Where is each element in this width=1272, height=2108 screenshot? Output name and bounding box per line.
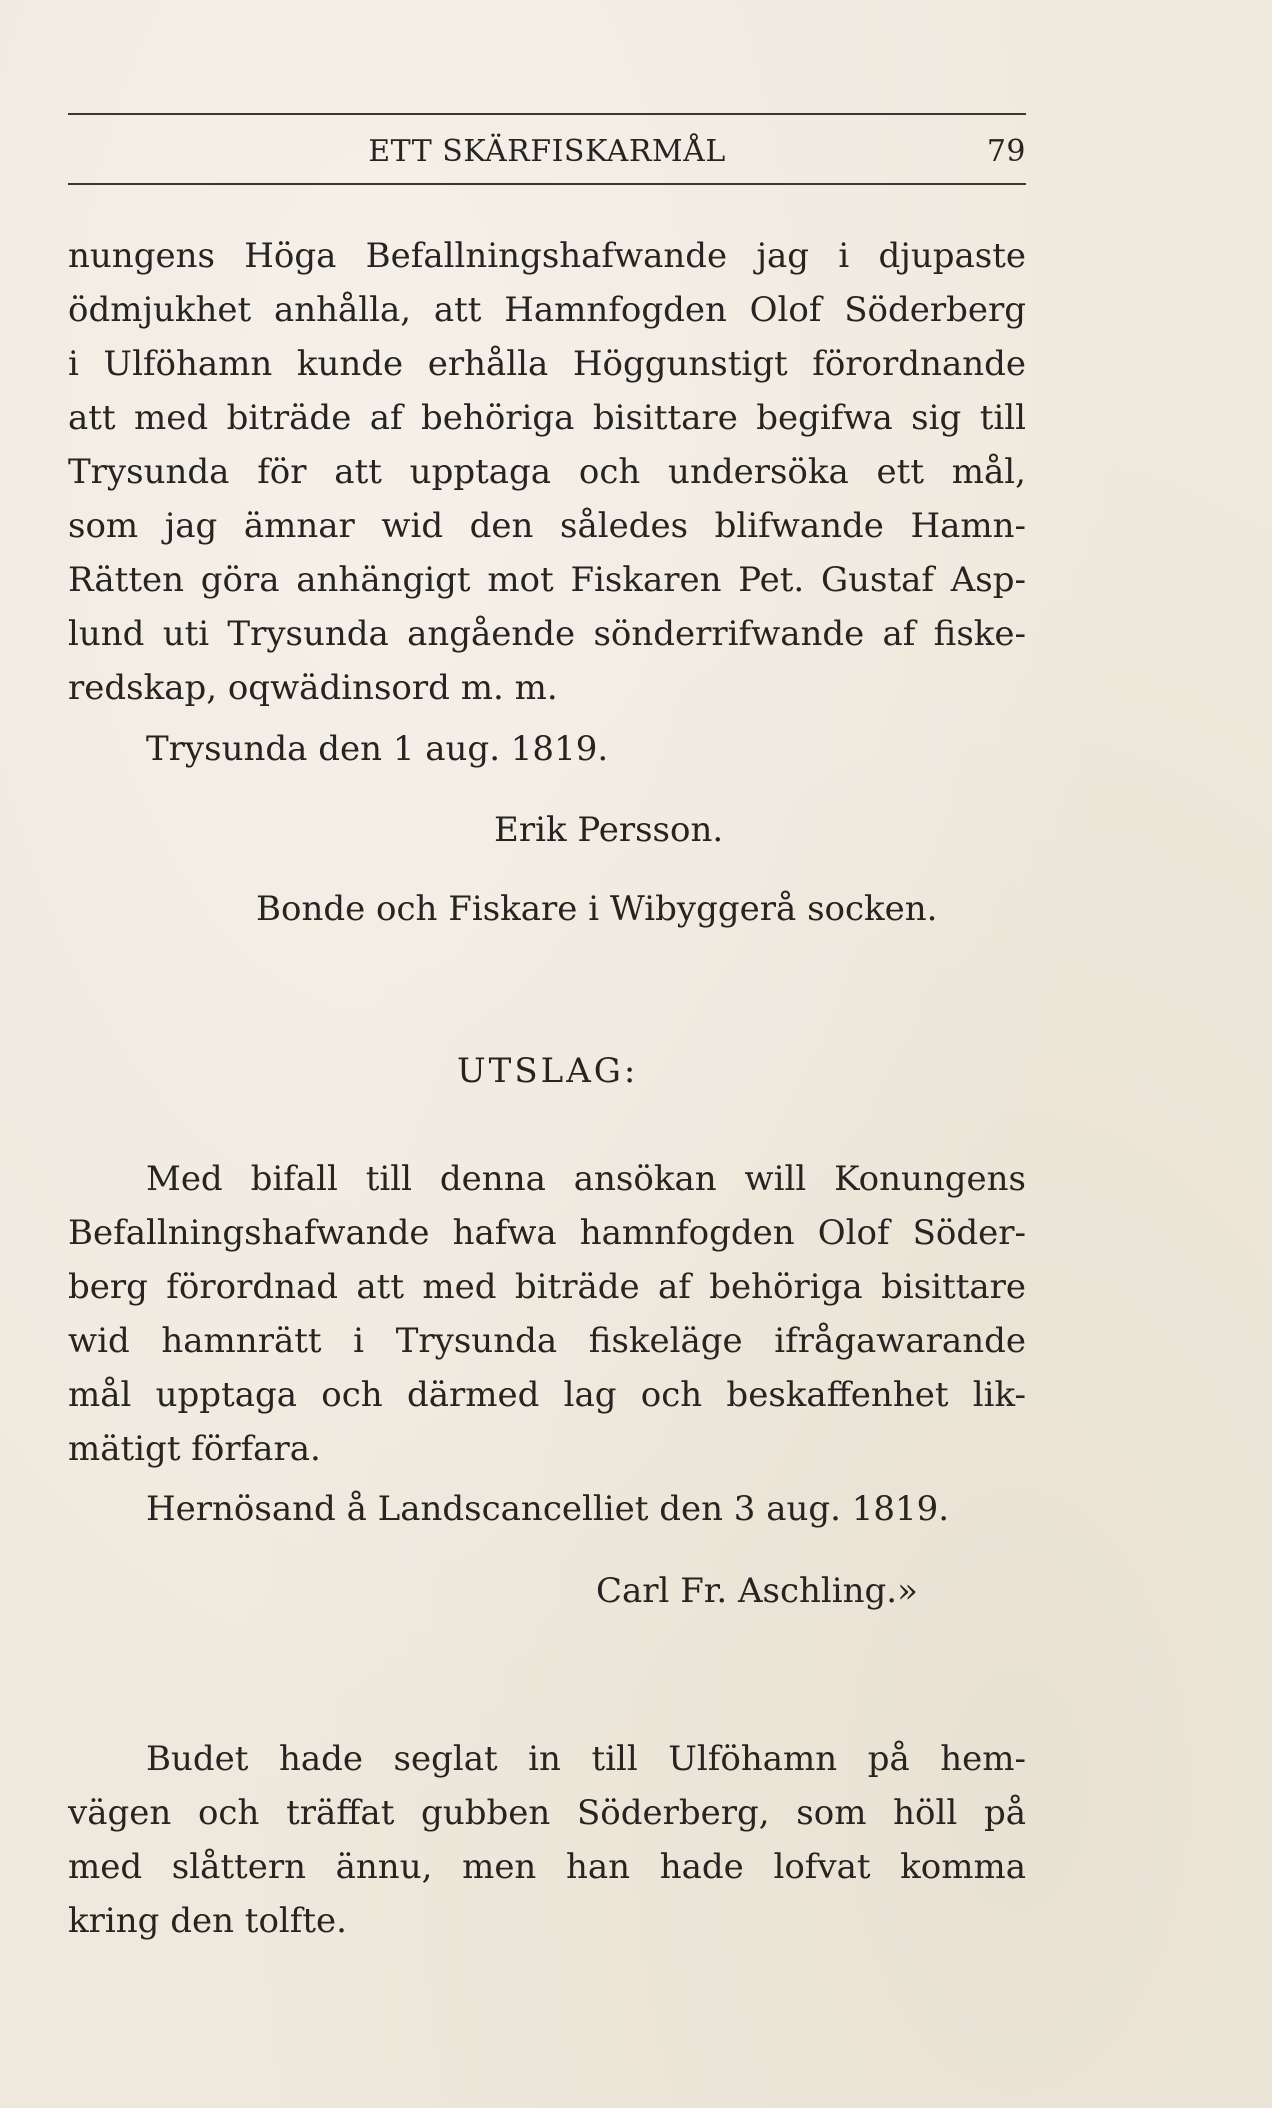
text-line: lund uti Trysunda angående sönderrifwande af fiske-	[68, 614, 1026, 654]
text-line: vägen och träffat gubben Söderberg, som höll på	[68, 1793, 1026, 1833]
signature-carl-aschling: Carl Fr. Aschling.»	[596, 1571, 918, 1611]
text-line: Befallningshafwande hafwa hamnfogden Olof Söder-	[68, 1213, 1026, 1253]
text-line: ödmjukhet anhålla, att Hamnfogden Olof Söderberg	[68, 290, 1026, 330]
text-line: Med bifall till denna ansökan will Konungens	[146, 1159, 1026, 1199]
text-line: Trysunda för att upptaga och undersöka ett mål,	[68, 452, 1026, 492]
text-line: wid hamnrätt i Trysunda fiskeläge ifrågawarande	[68, 1321, 1026, 1361]
date-trysunda: Trysunda den 1 aug. 1819.	[146, 729, 609, 769]
heading-utslag: UTSLAG:	[457, 1051, 639, 1091]
text-line: i Ulföhamn kunde erhålla Höggunstigt förordnande	[68, 344, 1026, 384]
running-head	[68, 128, 1026, 178]
text-line: Budet hade seglat in till Ulföhamn på hem-	[146, 1739, 1026, 1779]
text-line: som jag ämnar wid den således blifwande Hamn-	[68, 506, 1026, 546]
text-line: Rätten göra anhängigt mot Fiskaren Pet. Gustaf Asp-	[68, 560, 1026, 600]
running-head-title: ETT SKÄRFISKARMÅL	[368, 134, 726, 169]
paragraph-narrative	[68, 1732, 1026, 1948]
text-line: redskap, oqwädinsord m. m.	[68, 668, 558, 708]
header-top-rule	[68, 113, 1026, 115]
text-line: mål upptaga och därmed lag och beskaffenhet lik-	[68, 1375, 1026, 1415]
page-number: 79	[986, 134, 1026, 169]
text-line: mätigt förfara.	[68, 1429, 321, 1469]
signature-erik-persson: Erik Persson.	[494, 810, 724, 850]
text-line: med slåttern ännu, men han hade lofvat komma	[68, 1847, 1026, 1887]
text-line: kring den tolfte.	[68, 1901, 347, 1941]
paragraph-ruling	[68, 1152, 1026, 1476]
text-line: nungens Höga Befallningshafwande jag i djupaste	[68, 236, 1026, 276]
text-line: berg förordnad att med biträde af behöriga bisittare	[68, 1267, 1026, 1307]
date-hernosand: Hernösand å Landscancelliet den 3 aug. 1819.	[146, 1489, 950, 1529]
paragraph-petition	[68, 229, 1026, 715]
text-line: att med biträde af behöriga bisittare begifwa sig till	[68, 398, 1026, 438]
header-bottom-rule	[68, 183, 1026, 185]
signature-title: Bonde och Fiskare i Wibyggerå socken.	[256, 889, 938, 929]
